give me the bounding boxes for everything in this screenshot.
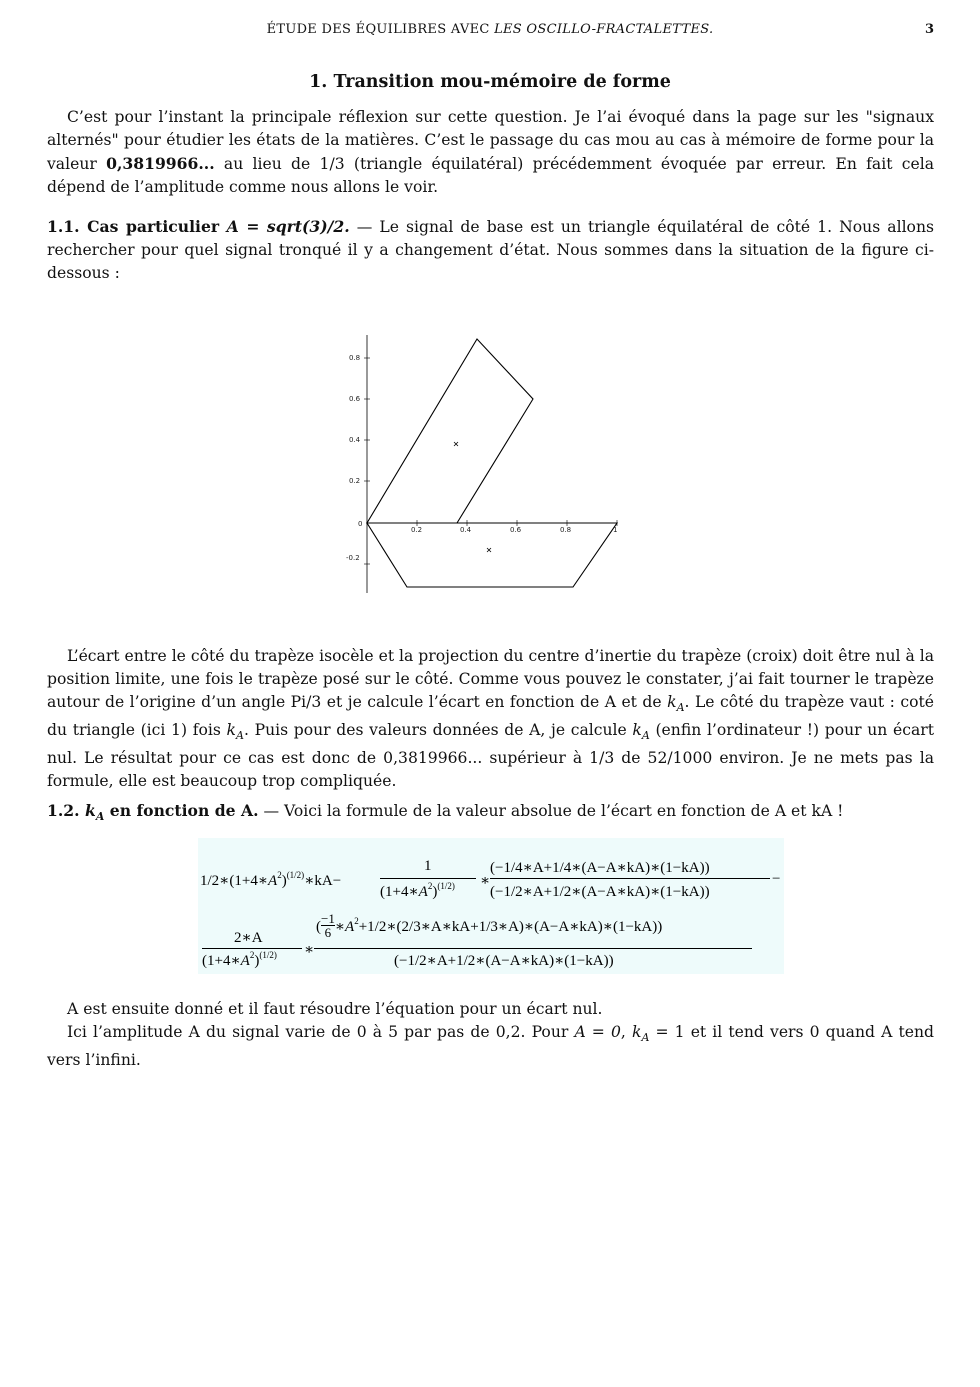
x-tick-label: 0.6 [510, 526, 522, 534]
subsection-1-heading-math: A = sqrt(3)/2. [226, 217, 350, 236]
y-tick-label: 0 [358, 520, 363, 528]
centroid-cross-marker [487, 548, 491, 552]
centroid-cross-marker [454, 442, 458, 446]
subsection-2-heading: 1.2. [47, 801, 85, 820]
closing-eq-a: A = 0 [574, 1023, 621, 1041]
page-number: 3 [924, 22, 934, 37]
formula-fraction-4-numerator: ( $\frac{-1}{6}$ $∗A^2+1/2∗(2/3∗A∗kA+1/3∗A)∗(A-A∗kA)∗(1-kA)$) [316, 911, 663, 940]
formula-star: ∗ [304, 942, 315, 958]
running-title-italic: LES OSCILLO-FRACTALETTES. [494, 22, 714, 37]
k-subscript: A [236, 729, 244, 743]
intro-value: 0,3819966... [106, 154, 215, 173]
x-tick-label: 1 [613, 526, 618, 534]
formula-fraction-bar [380, 878, 476, 879]
subsection-2-heading-k: k [85, 801, 96, 820]
formula-fraction-2-numerator: (−1/4∗A+1/4∗(A−A∗kA)∗(1−kA)) [490, 860, 710, 876]
subsection-1-heading: 1.1. Cas particulier [47, 217, 227, 236]
explanation-text-2: . Le côté du trapèze vaut : coté du triangle (ici 1) fois [47, 693, 934, 740]
y-tick-label: 0.8 [349, 354, 361, 362]
formula-fraction-bar [490, 878, 770, 879]
k-subscript: A [641, 729, 650, 743]
intro-text-2: au lieu de 1/3 (triangle équilatéral) précédemment évoquée par erreur. En fait cela dépend de l’amplitude comme nous allons le voir. [47, 155, 934, 196]
base-trapezoid [367, 523, 617, 587]
closing-line-1: A est ensuite donné et il faut résoudre l’équation pour un écart nul. [67, 1000, 603, 1018]
formula-fraction-3-denominator: $(1+4∗A^2)^{(1/2)}$ [202, 950, 277, 969]
subsection-2-heading-rest: en fonction de A. [104, 801, 259, 820]
k-symbol: k [667, 693, 677, 711]
trapezoid-figure [335, 325, 635, 595]
formula-star: ∗ [480, 873, 491, 889]
section-title: 1. Transition mou-mémoire de forme [309, 72, 671, 92]
k-symbol: k [631, 1023, 642, 1041]
subsection-2-heading-sub: A [95, 810, 105, 824]
formula-fraction-2-denominator: (−1/2∗A+1/2∗(A−A∗kA)∗(1−kA)) [490, 884, 710, 900]
formula-fraction-1-numerator: 1 [424, 858, 432, 874]
formula-fraction-3-numerator: 2∗A [234, 930, 263, 946]
formula-fraction-4-denominator: (−1/2∗A+1/2∗(A−A∗kA)∗(1−kA)) [394, 953, 614, 969]
formula-image [198, 838, 784, 974]
closing-separator: , [620, 1023, 632, 1041]
explanation-text-3: . Puis pour des valeurs données de A, je calcule [243, 721, 633, 740]
closing-text-1: Ici l’amplitude A du signal varie de 0 à 5 par pas de 0,2. Pour [67, 1023, 575, 1041]
y-tick-label: 0.6 [349, 395, 361, 403]
subsection-2-text: — Voici la formule de la valeur absolue de l’écart en fonction de A et kA ! [258, 802, 844, 820]
x-tick-label: 0.8 [560, 526, 572, 534]
explanation-text-1: L’écart entre le côté du trapèze isocèle et la projection du centre d’inertie du trapèze (croix) doit être nul à la position limite, une fois le trapèze posé sur le côté. Comme vous pouvez le constater, j’ai fait tourner le trapèze autour de l’origine d’un angle Pi/3 et je calcule l’écart en fonction de A et de [47, 647, 934, 711]
closing-text-2: et il tend vers 0 quand A tend vers l’infini. [47, 1023, 934, 1070]
explanation-paragraph [47, 645, 934, 793]
y-tick-label: -0.2 [346, 554, 360, 562]
rotated-trapezoid [367, 339, 533, 523]
k-subscript: A [676, 701, 685, 715]
k-symbol: k [632, 721, 642, 740]
k-subscript: A [641, 1031, 650, 1045]
formula-fraction-1-denominator: $(1+4∗A^2)^{(1/2)}$ [380, 881, 455, 900]
y-tick-label: 0.2 [349, 477, 361, 485]
running-title-upright: ÉTUDE DES ÉQUILIBRES AVEC [266, 22, 495, 37]
closing-line-2 [47, 1021, 934, 1072]
closing-eq-k: = 1 [649, 1023, 685, 1041]
formula-fraction-bar [202, 948, 302, 949]
running-title [0, 22, 980, 37]
explanation-text-4: (enfin l’ordinateur !) pour un écart nul. Le résultat pour ce cas est donc de 0,3819966... supérieur à 1/3 de 52/1000 environ. Je ne mets pas la formule, elle est beaucoup trop compliquée. [47, 721, 934, 791]
intro-text-1: C’est pour l’instant la principale réflexion sur cette question. Je l’ai évoqué dans la page sur les "signaux alternés" pour étudier les états de la matières. C’est le passage du cas mou au cas à mémoire de forme pour la valeur [47, 108, 934, 173]
subsection-1-text: — Le signal de base est un triangle équilatéral de côté 1. Nous allons rechercher pour quel signal tronqué il y a changement d’état. Nous sommes dans la situation de la figure ci-dessous : [47, 218, 934, 282]
intro-paragraph [47, 106, 934, 199]
x-tick-label: 0.2 [411, 526, 423, 534]
y-tick-label: 0.4 [349, 436, 361, 444]
formula-minus: − [772, 871, 781, 887]
x-tick-label: 0.4 [460, 526, 472, 534]
subsection-2-paragraph [47, 799, 934, 828]
subsection-1-paragraph [47, 215, 934, 285]
formula-term-1: $1/2∗(1+4∗A^2)^{(1/2)}∗kA-$ [200, 870, 342, 889]
k-symbol: k [226, 721, 236, 740]
formula-fraction-bar [314, 948, 752, 949]
